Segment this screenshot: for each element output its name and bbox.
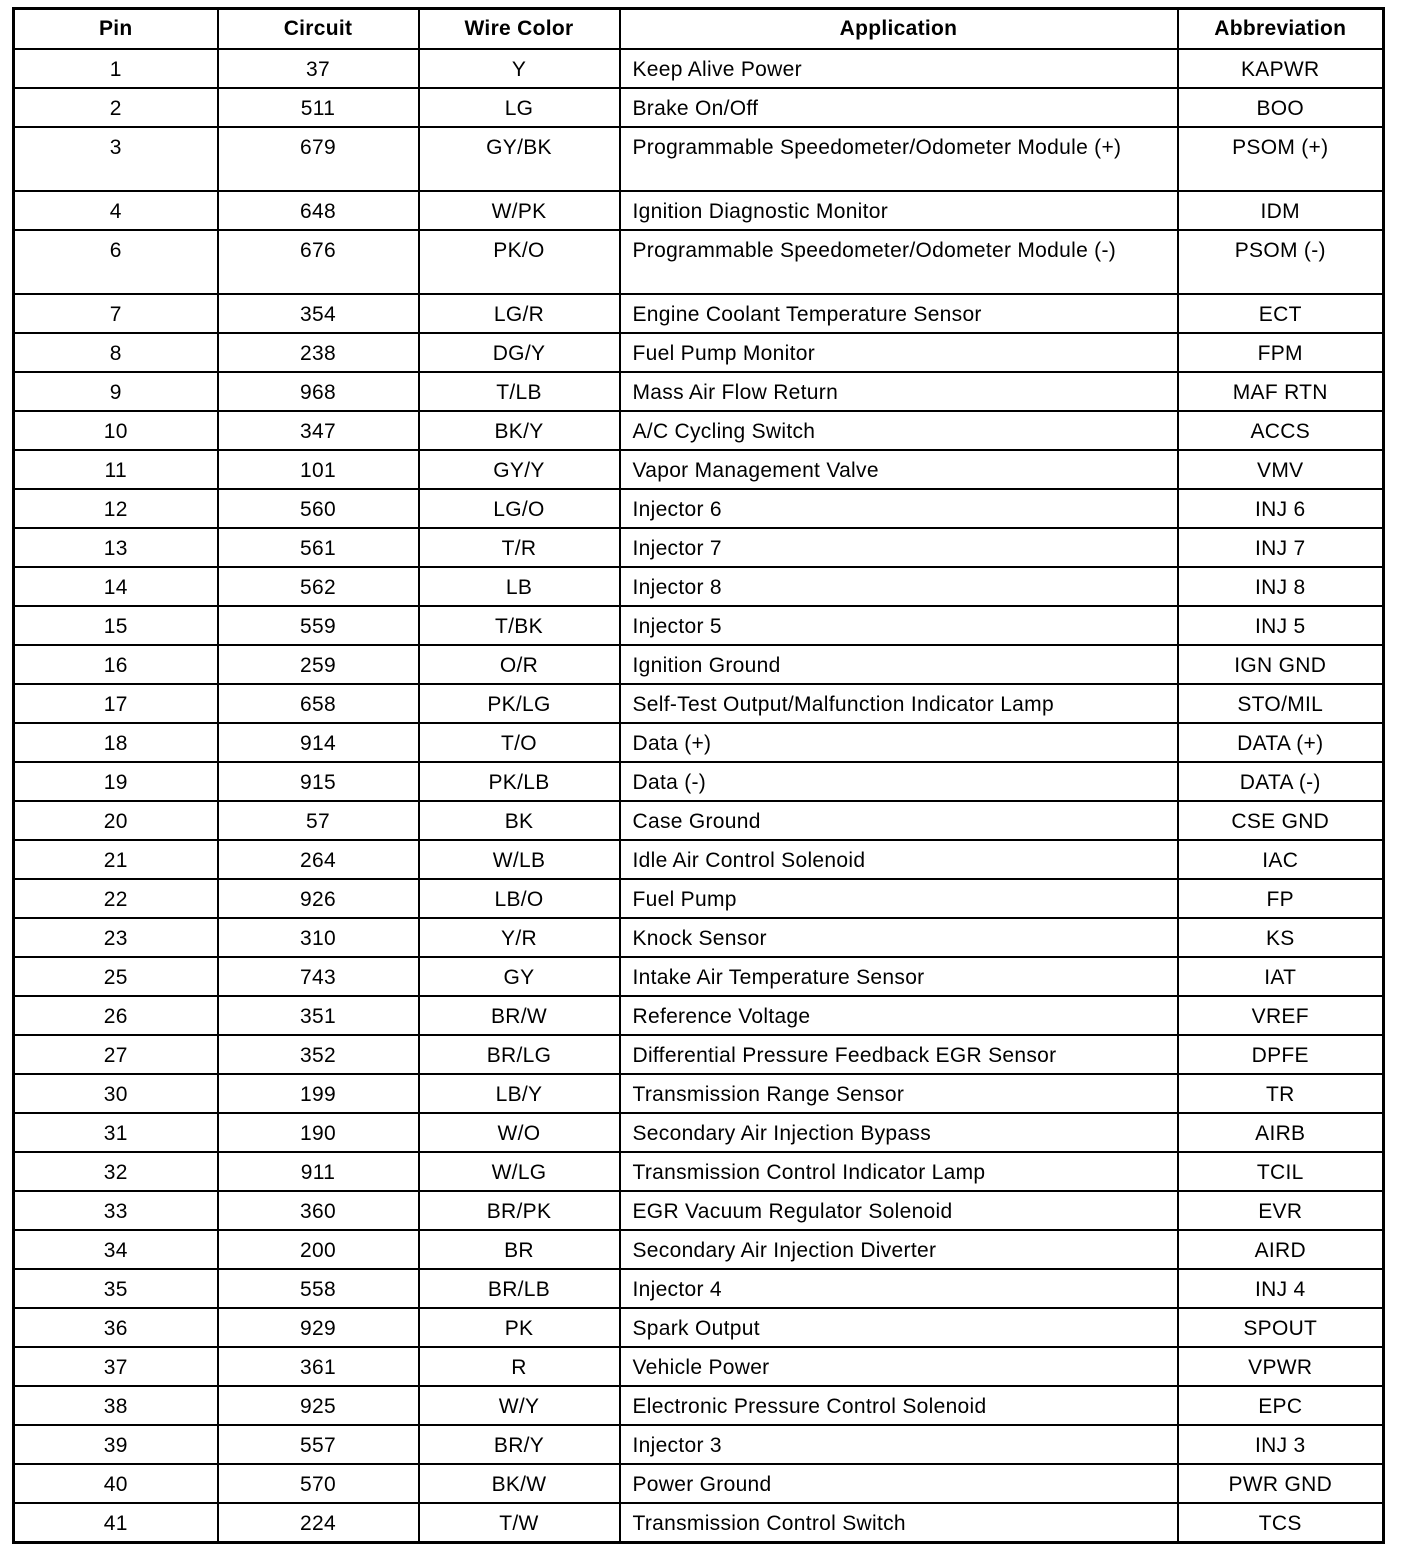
cell-circuit: 914 [218,723,419,762]
table-row [14,294,1384,333]
cell-pin: 19 [14,762,218,801]
table-row [14,645,1384,684]
cell-circuit: 351 [218,996,419,1035]
cell-circuit: 557 [218,1425,419,1464]
cell-application: Mass Air Flow Return [620,372,1178,411]
cell-wire-color: PK [419,1308,620,1347]
pin-table [12,7,1385,1544]
table-row [14,567,1384,606]
cell-circuit: 911 [218,1152,419,1191]
table-row [14,1308,1384,1347]
cell-pin: 23 [14,918,218,957]
cell-abbreviation: AIRD [1178,1230,1384,1269]
cell-pin: 38 [14,1386,218,1425]
cell-pin: 14 [14,567,218,606]
cell-wire-color: W/O [419,1113,620,1152]
cell-abbreviation: IAC [1178,840,1384,879]
cell-application: Keep Alive Power [620,49,1178,88]
cell-circuit: 570 [218,1464,419,1503]
cell-abbreviation: ACCS [1178,411,1384,450]
cell-circuit: 57 [218,801,419,840]
cell-abbreviation: INJ 8 [1178,567,1384,606]
cell-wire-color: GY/Y [419,450,620,489]
cell-pin: 18 [14,723,218,762]
cell-application: Injector 7 [620,528,1178,567]
cell-pin: 13 [14,528,218,567]
cell-application: Spark Output [620,1308,1178,1347]
table-row [14,1464,1384,1503]
cell-wire-color: LG/R [419,294,620,333]
cell-abbreviation: PWR GND [1178,1464,1384,1503]
cell-abbreviation: CSE GND [1178,801,1384,840]
header-circuit: Circuit [218,9,419,50]
cell-wire-color: T/BK [419,606,620,645]
cell-circuit: 310 [218,918,419,957]
cell-wire-color: T/LB [419,372,620,411]
cell-pin: 36 [14,1308,218,1347]
cell-application: Fuel Pump Monitor [620,333,1178,372]
table-row [14,801,1384,840]
cell-abbreviation: INJ 4 [1178,1269,1384,1308]
cell-abbreviation: TR [1178,1074,1384,1113]
table-row [14,606,1384,645]
table-row [14,1269,1384,1308]
cell-circuit: 560 [218,489,419,528]
cell-abbreviation: STO/MIL [1178,684,1384,723]
cell-pin: 1 [14,49,218,88]
table-row [14,996,1384,1035]
cell-wire-color: PK/LB [419,762,620,801]
table-row [14,918,1384,957]
cell-application: Fuel Pump [620,879,1178,918]
cell-application: Transmission Control Indicator Lamp [620,1152,1178,1191]
cell-wire-color: Y/R [419,918,620,957]
cell-wire-color: LG/O [419,489,620,528]
cell-circuit: 676 [218,230,419,294]
cell-wire-color: BR/LG [419,1035,620,1074]
cell-application: Data (+) [620,723,1178,762]
cell-application: Secondary Air Injection Bypass [620,1113,1178,1152]
cell-wire-color: R [419,1347,620,1386]
cell-pin: 25 [14,957,218,996]
cell-application: Injector 4 [620,1269,1178,1308]
cell-wire-color: DG/Y [419,333,620,372]
cell-pin: 17 [14,684,218,723]
table-row [14,684,1384,723]
table-row [14,1425,1384,1464]
table-row [14,528,1384,567]
cell-pin: 27 [14,1035,218,1074]
cell-circuit: 926 [218,879,419,918]
cell-application: Secondary Air Injection Diverter [620,1230,1178,1269]
cell-circuit: 259 [218,645,419,684]
cell-circuit: 559 [218,606,419,645]
cell-abbreviation: DATA (+) [1178,723,1384,762]
cell-pin: 26 [14,996,218,1035]
cell-circuit: 224 [218,1503,419,1542]
cell-pin: 37 [14,1347,218,1386]
cell-wire-color: LB/Y [419,1074,620,1113]
cell-pin: 16 [14,645,218,684]
cell-wire-color: BK [419,801,620,840]
cell-wire-color: GY/BK [419,127,620,191]
cell-circuit: 561 [218,528,419,567]
cell-pin: 40 [14,1464,218,1503]
cell-pin: 2 [14,88,218,127]
cell-application: Injector 8 [620,567,1178,606]
cell-circuit: 354 [218,294,419,333]
cell-circuit: 679 [218,127,419,191]
cell-application: Programmable Speedometer/Odometer Module (-) [620,230,1178,294]
cell-pin: 6 [14,230,218,294]
table-row [14,1503,1384,1542]
cell-application: Reference Voltage [620,996,1178,1035]
cell-abbreviation: BOO [1178,88,1384,127]
cell-wire-color: W/LB [419,840,620,879]
table-row [14,723,1384,762]
table-row [14,840,1384,879]
cell-circuit: 915 [218,762,419,801]
cell-abbreviation: MAF RTN [1178,372,1384,411]
header-wire-color: Wire Color [419,9,620,50]
cell-wire-color: LG [419,88,620,127]
table-row [14,411,1384,450]
cell-wire-color: W/PK [419,191,620,230]
cell-application: Injector 6 [620,489,1178,528]
cell-circuit: 238 [218,333,419,372]
cell-wire-color: W/Y [419,1386,620,1425]
table-row [14,1347,1384,1386]
cell-wire-color: W/LG [419,1152,620,1191]
header-abbreviation: Abbreviation [1178,9,1384,50]
cell-application: Ignition Diagnostic Monitor [620,191,1178,230]
cell-wire-color: BR/LB [419,1269,620,1308]
cell-abbreviation: INJ 7 [1178,528,1384,567]
cell-application: Power Ground [620,1464,1178,1503]
cell-wire-color: LB/O [419,879,620,918]
cell-abbreviation: VMV [1178,450,1384,489]
cell-application: Transmission Range Sensor [620,1074,1178,1113]
cell-abbreviation: IDM [1178,191,1384,230]
cell-abbreviation: SPOUT [1178,1308,1384,1347]
cell-pin: 12 [14,489,218,528]
cell-pin: 30 [14,1074,218,1113]
cell-application: Idle Air Control Solenoid [620,840,1178,879]
cell-circuit: 361 [218,1347,419,1386]
cell-pin: 11 [14,450,218,489]
cell-abbreviation: AIRB [1178,1113,1384,1152]
table-row [14,1035,1384,1074]
cell-abbreviation: INJ 6 [1178,489,1384,528]
cell-circuit: 925 [218,1386,419,1425]
table-row [14,450,1384,489]
cell-circuit: 190 [218,1113,419,1152]
table-row [14,230,1384,294]
cell-circuit: 648 [218,191,419,230]
cell-application: Vehicle Power [620,1347,1178,1386]
table-row [14,372,1384,411]
cell-circuit: 929 [218,1308,419,1347]
cell-application: Injector 3 [620,1425,1178,1464]
cell-circuit: 352 [218,1035,419,1074]
table-row [14,1191,1384,1230]
cell-abbreviation: FPM [1178,333,1384,372]
cell-abbreviation: VREF [1178,996,1384,1035]
cell-abbreviation: PSOM (+) [1178,127,1384,191]
table-row [14,49,1384,88]
table-row [14,191,1384,230]
cell-wire-color: BR [419,1230,620,1269]
cell-application: Injector 5 [620,606,1178,645]
table-row [14,1386,1384,1425]
cell-pin: 41 [14,1503,218,1542]
cell-abbreviation: KAPWR [1178,49,1384,88]
cell-abbreviation: INJ 3 [1178,1425,1384,1464]
cell-circuit: 562 [218,567,419,606]
cell-abbreviation: INJ 5 [1178,606,1384,645]
cell-abbreviation: EPC [1178,1386,1384,1425]
table-row [14,1230,1384,1269]
cell-wire-color: PK/O [419,230,620,294]
cell-application: Data (-) [620,762,1178,801]
cell-application: Brake On/Off [620,88,1178,127]
cell-pin: 15 [14,606,218,645]
cell-pin: 39 [14,1425,218,1464]
cell-wire-color: T/W [419,1503,620,1542]
cell-wire-color: PK/LG [419,684,620,723]
cell-application: Vapor Management Valve [620,450,1178,489]
cell-wire-color: Y [419,49,620,88]
cell-circuit: 658 [218,684,419,723]
cell-circuit: 264 [218,840,419,879]
cell-abbreviation: ECT [1178,294,1384,333]
table-body [14,49,1384,1542]
cell-circuit: 37 [218,49,419,88]
cell-abbreviation: DATA (-) [1178,762,1384,801]
cell-wire-color: BK/Y [419,411,620,450]
cell-application: Self-Test Output/Malfunction Indicator Lamp [620,684,1178,723]
cell-pin: 35 [14,1269,218,1308]
cell-wire-color: O/R [419,645,620,684]
table-row [14,127,1384,191]
table-row [14,1074,1384,1113]
table-row [14,879,1384,918]
cell-abbreviation: IGN GND [1178,645,1384,684]
cell-wire-color: GY [419,957,620,996]
cell-abbreviation: VPWR [1178,1347,1384,1386]
cell-pin: 31 [14,1113,218,1152]
header-application: Application [620,9,1178,50]
cell-application: Ignition Ground [620,645,1178,684]
cell-abbreviation: IAT [1178,957,1384,996]
cell-pin: 34 [14,1230,218,1269]
cell-wire-color: T/O [419,723,620,762]
table-row [14,762,1384,801]
cell-circuit: 200 [218,1230,419,1269]
cell-pin: 10 [14,411,218,450]
cell-application: Transmission Control Switch [620,1503,1178,1542]
cell-abbreviation: PSOM (-) [1178,230,1384,294]
cell-pin: 9 [14,372,218,411]
cell-wire-color: BK/W [419,1464,620,1503]
cell-wire-color: BR/Y [419,1425,620,1464]
table-row [14,88,1384,127]
cell-circuit: 558 [218,1269,419,1308]
cell-pin: 7 [14,294,218,333]
cell-application: EGR Vacuum Regulator Solenoid [620,1191,1178,1230]
table-row [14,1152,1384,1191]
cell-circuit: 347 [218,411,419,450]
cell-abbreviation: DPFE [1178,1035,1384,1074]
cell-circuit: 511 [218,88,419,127]
cell-abbreviation: FP [1178,879,1384,918]
cell-pin: 33 [14,1191,218,1230]
cell-pin: 4 [14,191,218,230]
cell-pin: 20 [14,801,218,840]
cell-circuit: 199 [218,1074,419,1113]
cell-abbreviation: TCS [1178,1503,1384,1542]
cell-pin: 32 [14,1152,218,1191]
cell-pin: 8 [14,333,218,372]
table-row [14,489,1384,528]
cell-application: Programmable Speedometer/Odometer Module (+) [620,127,1178,191]
cell-application: Differential Pressure Feedback EGR Sensor [620,1035,1178,1074]
cell-abbreviation: EVR [1178,1191,1384,1230]
header-pin: Pin [14,9,218,50]
cell-application: Intake Air Temperature Sensor [620,957,1178,996]
cell-wire-color: LB [419,567,620,606]
table-row [14,1113,1384,1152]
cell-circuit: 101 [218,450,419,489]
table-row [14,957,1384,996]
header-row [14,9,1384,50]
cell-circuit: 360 [218,1191,419,1230]
cell-wire-color: T/R [419,528,620,567]
cell-application: Electronic Pressure Control Solenoid [620,1386,1178,1425]
cell-abbreviation: TCIL [1178,1152,1384,1191]
cell-application: A/C Cycling Switch [620,411,1178,450]
cell-application: Engine Coolant Temperature Sensor [620,294,1178,333]
cell-abbreviation: KS [1178,918,1384,957]
cell-circuit: 743 [218,957,419,996]
cell-pin: 3 [14,127,218,191]
table-row [14,333,1384,372]
cell-wire-color: BR/PK [419,1191,620,1230]
cell-circuit: 968 [218,372,419,411]
cell-application: Knock Sensor [620,918,1178,957]
cell-wire-color: BR/W [419,996,620,1035]
cell-application: Case Ground [620,801,1178,840]
cell-pin: 21 [14,840,218,879]
cell-pin: 22 [14,879,218,918]
